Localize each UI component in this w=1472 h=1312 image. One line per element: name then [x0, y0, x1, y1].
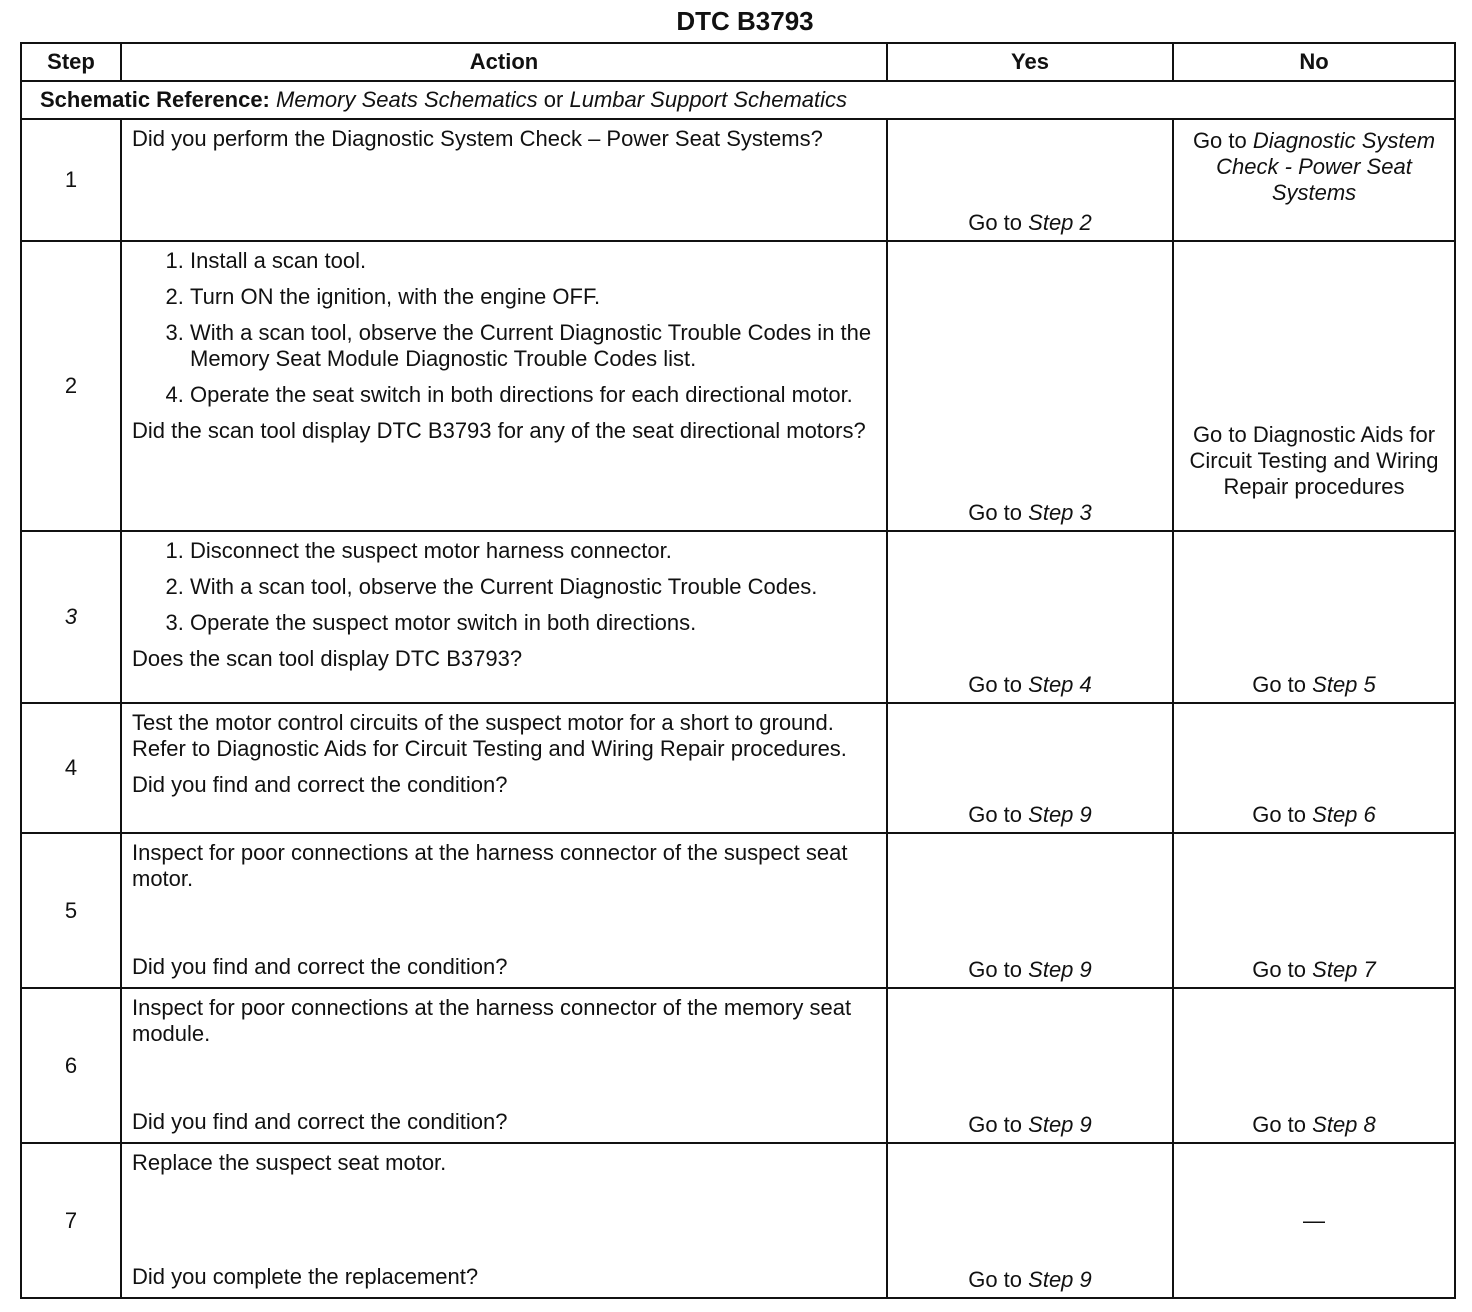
- yes-cell: [887, 119, 1173, 241]
- no-prefix: Go to: [1252, 1112, 1307, 1137]
- lumbar-support-schematics-link[interactable]: Lumbar Support Schematics: [569, 87, 848, 112]
- step-number: 5: [21, 833, 121, 988]
- yes-prefix: Go to: [968, 957, 1023, 982]
- yes-step-link[interactable]: Step 3: [1028, 500, 1092, 525]
- action-cell: [121, 703, 887, 833]
- step-number: 2: [21, 241, 121, 531]
- step-number: 6: [21, 988, 121, 1143]
- yes-step-link[interactable]: Step 9: [1028, 1267, 1092, 1292]
- action-question: Did you find and correct the condition?: [132, 772, 508, 797]
- no-prefix: Go to: [1252, 957, 1307, 982]
- diagnostic-table: [20, 42, 1456, 1299]
- no-prefix: Go to: [1192, 128, 1247, 153]
- step-number: 7: [21, 1143, 121, 1298]
- table-row: [21, 1143, 1455, 1298]
- no-step-link[interactable]: Step 5: [1312, 672, 1376, 697]
- yes-prefix: Go to: [968, 1112, 1023, 1137]
- no-prefix: Go to: [1252, 802, 1307, 827]
- action-question: Does the scan tool display DTC B3793?: [132, 646, 523, 671]
- yes-prefix: Go to: [968, 210, 1023, 235]
- list-item: 4. Operate the seat switch in both directions for each directional motor.: [190, 382, 878, 408]
- table-row: [21, 988, 1455, 1143]
- list-item: 3. Operate the suspect motor switch in both directions.: [190, 610, 878, 636]
- no-cell: [1173, 988, 1455, 1143]
- header-action: Action: [121, 43, 887, 81]
- yes-step-link[interactable]: Step 4: [1028, 672, 1092, 697]
- schematic-reference: [21, 81, 1455, 119]
- step-number: 3: [21, 531, 121, 703]
- yes-cell: [887, 703, 1173, 833]
- action-text: Inspect for poor connections at the harness connector of the memory seat module.: [132, 995, 852, 1046]
- yes-step-link[interactable]: Step 9: [1028, 1112, 1092, 1137]
- no-link[interactable]: Diagnostic System Check - Power Seat Systems: [1216, 128, 1436, 205]
- action-text: Inspect for poor connections at the harness connector of the suspect seat motor.: [132, 840, 848, 891]
- yes-prefix: Go to: [968, 802, 1023, 827]
- schematic-reference-row: [21, 81, 1455, 119]
- header-step: Step: [21, 43, 121, 81]
- yes-cell: [887, 241, 1173, 531]
- step-number: 4: [21, 703, 121, 833]
- no-prefix: Go to: [1252, 672, 1307, 697]
- table-row: [21, 833, 1455, 988]
- action-text: Did you perform the Diagnostic System Check – Power Seat Systems?: [132, 126, 823, 151]
- no-cell: [1173, 833, 1455, 988]
- no-cell: [1173, 703, 1455, 833]
- no-text: —: [1303, 1207, 1325, 1233]
- yes-step-link[interactable]: Step 9: [1028, 802, 1092, 827]
- header-no: No: [1173, 43, 1455, 81]
- action-text: Test the motor control circuits of the suspect motor for a short to ground. Refer to Diagnostic Aids for Circuit Testing and Wiring Repair procedures.: [132, 710, 847, 761]
- memory-seats-schematics-link[interactable]: Memory Seats Schematics: [276, 87, 538, 112]
- yes-prefix: Go to: [968, 500, 1023, 525]
- header-yes: Yes: [887, 43, 1173, 81]
- step-number: 1: [21, 119, 121, 241]
- list-item: 1. Install a scan tool.: [190, 248, 878, 274]
- action-text: Replace the suspect seat motor.: [132, 1150, 447, 1175]
- yes-cell: [887, 1143, 1173, 1298]
- action-cell: [121, 1143, 887, 1298]
- table-row: [21, 119, 1455, 241]
- yes-prefix: Go to: [968, 672, 1023, 697]
- no-cell: [1173, 241, 1455, 531]
- no-step-link[interactable]: Step 7: [1312, 957, 1376, 982]
- action-list: [132, 538, 878, 636]
- action-question: Did the scan tool display DTC B3793 for any of the seat directional motors?: [132, 418, 866, 443]
- no-cell: [1173, 119, 1455, 241]
- schematic-reference-label: Schematic Reference:: [40, 87, 270, 112]
- action-cell: [121, 988, 887, 1143]
- list-item: 2. With a scan tool, observe the Current Diagnostic Trouble Codes.: [190, 574, 878, 600]
- action-question: Did you find and correct the condition?: [132, 954, 508, 979]
- list-item: 2. Turn ON the ignition, with the engine OFF.: [190, 284, 878, 310]
- action-cell: [121, 833, 887, 988]
- yes-prefix: Go to: [968, 1267, 1023, 1292]
- no-step-link[interactable]: Step 6: [1312, 802, 1376, 827]
- yes-step-link[interactable]: Step 2: [1028, 210, 1092, 235]
- action-question: Did you find and correct the condition?: [132, 1109, 508, 1134]
- no-cell: [1173, 531, 1455, 703]
- table-row: [21, 241, 1455, 531]
- list-item: 3. With a scan tool, observe the Current Diagnostic Trouble Codes in the Memory Seat Module Diagnostic Trouble Codes list.: [190, 320, 878, 372]
- no-step-link[interactable]: Step 8: [1312, 1112, 1376, 1137]
- table-row: [21, 531, 1455, 703]
- table-row: [21, 703, 1455, 833]
- no-cell: [1173, 1143, 1455, 1298]
- yes-cell: [887, 531, 1173, 703]
- action-cell: [121, 119, 887, 241]
- no-text[interactable]: Go to Diagnostic Aids for Circuit Testing and Wiring Repair procedures: [1189, 422, 1439, 499]
- list-item: 1. Disconnect the suspect motor harness connector.: [190, 538, 878, 564]
- action-list: [132, 248, 878, 408]
- action-cell: [121, 531, 887, 703]
- page-title: DTC B3793: [676, 6, 814, 36]
- header-row: [21, 43, 1455, 81]
- action-question: Did you complete the replacement?: [132, 1264, 479, 1289]
- yes-cell: [887, 988, 1173, 1143]
- yes-cell: [887, 833, 1173, 988]
- yes-step-link[interactable]: Step 9: [1028, 957, 1092, 982]
- action-cell: [121, 241, 887, 531]
- reference-or: or: [543, 87, 564, 112]
